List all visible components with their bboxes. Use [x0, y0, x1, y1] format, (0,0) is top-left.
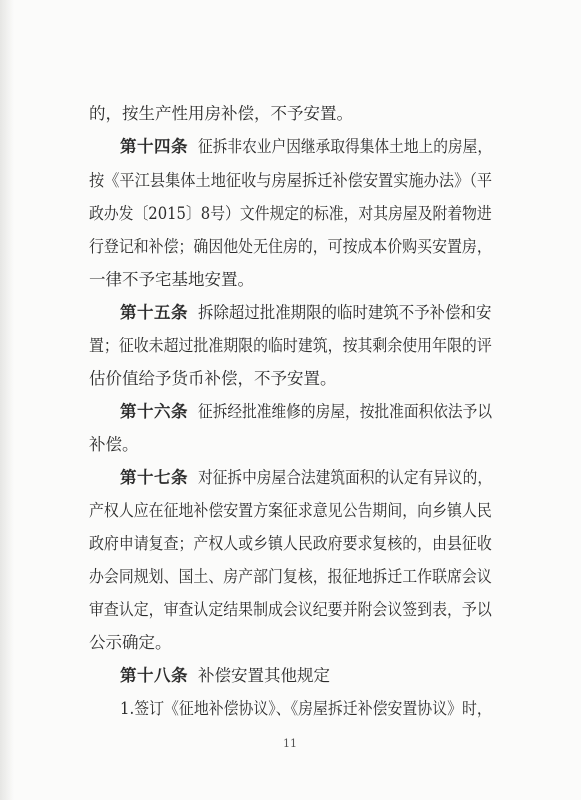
article-heading-line — [0, 298, 581, 328]
article-heading-line — [0, 397, 581, 427]
article-heading-line — [0, 132, 581, 162]
line-text: 按《平江县集体土地征收与房屋拆迁补偿安置实施办法》（平 — [89, 171, 493, 190]
paragraph-line — [0, 430, 581, 460]
line-text: 置；征收未超过批准期限的临时建筑，按其剩余使用年限的评 — [89, 336, 492, 355]
article-number: 第十五条 — [120, 303, 188, 322]
line-text: 的，按生产性用房补偿，不予安置。 — [89, 104, 353, 123]
line-text: 补偿安置其他规定 — [198, 666, 330, 685]
paragraph-line — [0, 364, 581, 394]
article-heading-line — [0, 463, 581, 493]
page-number: 11 — [283, 737, 297, 750]
line-text: 产权人应在征地补偿安置方案征求意见公告期间，向乡镇人民 — [89, 501, 492, 520]
line-text: 征拆非农业户因继承取得集体土地上的房屋， — [198, 137, 493, 156]
line-text: 补偿。 — [89, 435, 139, 454]
paragraph-line — [0, 496, 581, 526]
line-text: 政办发〔2015〕8号）文件规定的标准，对其房屋及附着物进 — [89, 204, 492, 223]
paragraph-line — [0, 529, 581, 559]
line-text: 一律不予宅基地安置。 — [89, 270, 254, 289]
paragraph-line — [0, 628, 581, 658]
paragraph-line — [0, 595, 581, 625]
article-number: 第十四条 — [120, 137, 188, 156]
article-heading-line — [0, 661, 581, 691]
paragraph-line — [0, 232, 581, 262]
line-text: 公示确定。 — [89, 633, 172, 652]
article-number: 第十六条 — [120, 402, 188, 421]
paragraph-line — [0, 694, 581, 724]
paragraph-line — [0, 331, 581, 361]
article-number: 第十八条 — [120, 666, 188, 685]
line-text: 政府申请复查；产权人或乡镇人民政府要求复核的，由县征收 — [89, 534, 492, 553]
line-text: 行登记和补偿；确因他处无住房的，可按成本价购买安置房， — [89, 237, 492, 256]
paragraph-line — [0, 199, 581, 229]
paragraph-line — [0, 562, 581, 592]
line-text: 1.签订《征地补偿协议》、《房屋拆迁补偿安置协议》时， — [120, 699, 492, 718]
line-text: 拆除超过批准期限的临时建筑不予补偿和安 — [198, 303, 492, 322]
line-text: 审查认定，审查认定结果制成会议纪要并附会议签到表，予以 — [89, 600, 492, 619]
article-number: 第十七条 — [120, 468, 188, 487]
paragraph-line — [0, 166, 581, 196]
line-text: 征拆经批准维修的房屋，按批准面积依法予以 — [198, 402, 493, 421]
line-text: 估价值给予货币补偿，不予安置。 — [89, 369, 337, 388]
line-text: 对征拆中房屋合法建筑面积的认定有异议的， — [198, 468, 493, 487]
paragraph-line — [0, 265, 581, 295]
paragraph-line — [0, 99, 581, 129]
line-text: 办会同规划、国土、房产部门复核，报征地拆迁工作联席会议 — [89, 567, 492, 586]
